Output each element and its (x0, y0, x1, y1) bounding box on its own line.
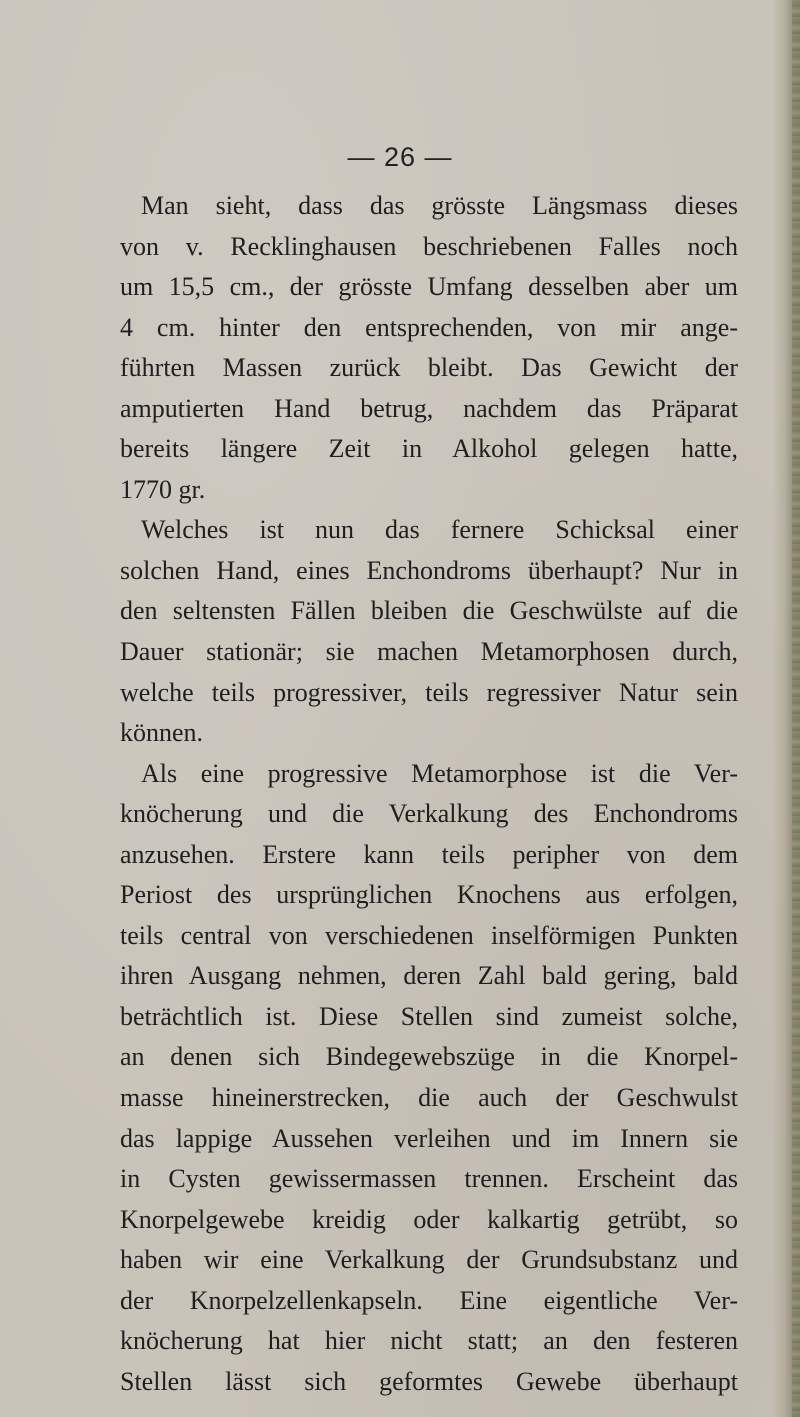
text-line: können. (120, 718, 204, 748)
text-line: knöcherung hat hier nicht statt; an den festeren (120, 1326, 738, 1356)
page-number: — 26 — (347, 142, 453, 172)
text-line: an denen sich Bindegewebszüge in die Knorpel- (120, 1042, 738, 1072)
text-line: der Knorpelzellenkapseln. Eine eigentliche Ver- (120, 1285, 738, 1315)
text-line: Man sieht, dass das grösste Längsmass dieses (141, 191, 738, 220)
text-line: beträchtlich ist. Diese Stellen sind zumeist solche, (120, 1001, 738, 1031)
text-line: haben wir eine Verkalkung der Grundsubstanz und (120, 1245, 738, 1275)
text-line: führten Massen zurück bleibt. Das Gewicht der (120, 353, 738, 383)
text-line: amputierten Hand betrug, nachdem das Präparat (120, 393, 738, 423)
text-line: anzusehen. Erstere kann teils peripher von dem (120, 839, 738, 869)
text-line: 1770 gr. (120, 474, 206, 504)
text-line: Stellen lässt sich geformtes Gewebe überhaupt (120, 1366, 738, 1396)
text-line: um 15,5 cm., der grösste Umfang desselben aber um (120, 272, 738, 302)
text-line: Welches ist nun das fernere Schicksal einer (141, 515, 738, 545)
text-line: teils central von verschiedenen inselförmigen Punkten (120, 920, 738, 950)
page-edge-strip (792, 0, 800, 1417)
text-line: Als eine progressive Metamorphose ist die Ver- (141, 758, 738, 788)
text-line: 4 cm. hinter den entsprechenden, von mir ange- (120, 312, 738, 342)
text-line: masse hineinerstrecken, die auch der Geschwulst (120, 1083, 738, 1113)
text-line: Periost des ursprünglichen Knochens aus erfolgen, (120, 880, 738, 910)
text-line: ihren Ausgang nehmen, deren Zahl bald gering, bald (120, 961, 738, 991)
text-line: das lappige Aussehen verleihen und im Innern sie (120, 1123, 738, 1153)
text-line: bereits längere Zeit in Alkohol gelegen hatte, (120, 434, 738, 464)
text-line: von v. Recklinghausen beschriebenen Falles noch (120, 231, 738, 261)
text-line: Knorpelgewebe kreidig oder kalkartig getrübt, so (120, 1204, 738, 1234)
body-text (120, 186, 738, 1402)
text-line: in Cysten gewissermassen trennen. Erscheint das (120, 1164, 738, 1194)
text-line: knöcherung und die Verkalkung des Enchondroms (120, 799, 738, 829)
text-line: welche teils progressiver, teils regressiver Natur sein (120, 677, 738, 707)
text-line: Dauer stationär; sie machen Metamorphosen durch, (120, 637, 738, 667)
text-line: den seltensten Fällen bleiben die Geschwülste auf die (120, 596, 738, 626)
text-line: solchen Hand, eines Enchondroms überhaupt? Nur in (120, 555, 738, 585)
